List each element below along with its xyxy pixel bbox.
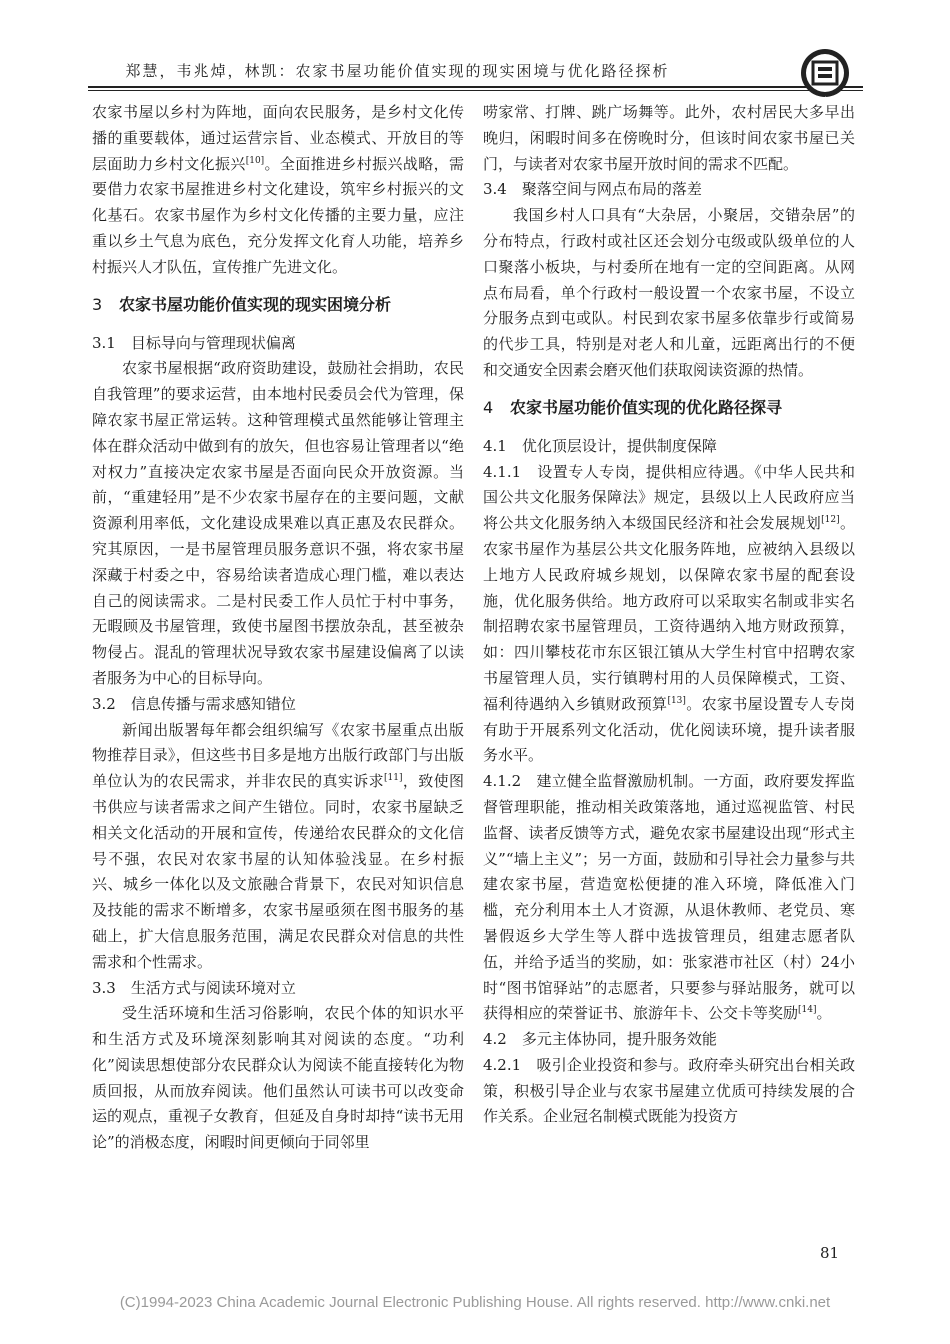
subsection-3-4-title: 3.4 聚落空间与网点布局的落差 [483,180,702,199]
section-3-heading: 3 农家书屋功能价值实现的现实困境分析 [92,294,392,314]
subsection-3-3-continued: 唠家常、打牌、跳广场舞等。此外，农村居民大多早出晚归，闲暇时间多在傍晚时分，但该时间农家书屋已关门，与读者对农家书屋开放时间的需求不匹配。 [483,103,855,173]
svg-text:图: 图 [825,97,826,98]
subsection-3-2-text: 新闻出版署每年都会组织编写《农家书屋重点出版物推荐目录》，但这些书目多是地方出版行政部门与出版单位认为的农民需求，并非农民的真实诉求[11]，致使图书供应与读者需求之间产生错位。同时，农家书屋缺乏相关文化活动的开展和宣传，传递给农民群众的文化信号不强，农民对农家书屋的认知体验浅显。在乡村振兴、城乡一体化以及文旅融合背景下，农民对知识信息及技能的需求不断增多，农家书屋亟须在图书服务的基础上，扩大信息服务范围，满足农民群众对信息的共性需求和个性需求。 [92,720,464,971]
right-column [483,100,855,1130]
subsection-4-1-1-text: 4.1.1 设置专人专岗，提供相应待遇。《中华人民共和国公共文化服务保障法》规定，县级以上人民政府应当将公共文化服务纳入本级国民经济和社会发展规划[12]。农家书屋作为基层公共文化服务阵地，应被纳入县级以上地方人民政府城乡规划，以保障农家书屋的配套设施，优化服务供给。地方政府可以采取实名制或非实名制招聘农家书屋管理员，工资待遇纳入地方财政预算，如：四川攀枝花市东区银江镇从大学生村官中招聘农家书屋管理人员，实行镇聘村用的人员保障模式，工资、福利待遇纳入乡镇财政预算[13]。农家书屋设置专人专岗有助于开展系列文化活动，优化阅读环境，提升读者服务水平。 [483,462,855,765]
page-number: 81 [820,1244,840,1262]
subsection-3-1-title: 3.1 目标导向与管理现状偏离 [92,333,296,352]
left-column [92,100,464,1156]
header-rule-thin [88,90,863,91]
subsection-4-2-1-text: 4.2.1 吸引企业投资和参与。政府牵头研究出台相关政策，积极引导企业与农家书屋建立优质可持续发展的合作关系。企业冠名制模式既能为投资方 [483,1055,855,1126]
section-4-heading: 4 农家书屋功能价值实现的优化路径探寻 [483,397,783,417]
subsection-3-2-title: 3.2 信息传播与需求感知错位 [92,694,296,713]
subsection-4-1-title: 4.1 优化顶层设计，提供制度保障 [483,436,717,455]
subsection-3-3-text: 受生活环境和生活习俗影响，农民个体的知识水平和生活方式及环境深刻影响其对阅读的态度。“功利化”阅读思想使部分农民群众认为阅读不能直接转化为物质回报，从而放弃阅读。他们虽然认可读书可以改变命运的观点，重视子女教育，但延及自身时却持“读书无用论”的消极态度，闲暇时间更倾向于同邻里 [92,1004,464,1152]
running-header: 郑慧，韦兆焯，林凯：农家书屋功能价值实现的现实困境与优化路径探析 [125,62,670,80]
journal-logo-icon [799,47,851,99]
intro-paragraph: 农家书屋以乡村为阵地，面向农民服务，是乡村文化传播的重要载体，通过运营宗旨、业态模式、开放目的等层面助力乡村文化振兴[10]。全面推进乡村振兴战略，需要借力农家书屋推进乡村文化建设，筑牢乡村振兴的文化基石。农家书屋作为乡村文化传播的主要力量，应注重以乡土气息为底色，充分发挥文化育人功能，培养乡村振兴人才队伍，宣传推广先进文化。 [92,103,464,276]
subsection-4-1-2-text: 4.1.2 建立健全监督激励机制。一方面，政府要发挥监督管理职能，推动相关政策落地，通过巡视监管、村民监督、读者反馈等方式，避免农家书屋建设出现“形式主义”“墙上主义”；另一方面，鼓励和引导社会力量参与共建农家书屋，营造宽松便捷的准入环境，降低准入门槛，充分利用本土人才资源，从退休教师、老党员、寒暑假返乡大学生等人群中选拔管理员，组建志愿者队伍，并给予适当的奖励，如：张家港市社区（村）24小时“图书馆驿站”的志愿者，只要参与驿站服务，就可以获得相应的荣誉证书、旅游年卡、公交卡等奖励[14]。 [483,772,855,1023]
subsection-3-4-text: 我国乡村人口具有“大杂居，小聚居，交错杂居”的分布特点，行政村或社区还会划分屯级或队级单位的人口聚落小板块，与村委所在地有一定的空间距离。从网点布局看，单个行政村一般设置一个农家书屋，不设立分服务点到屯或队。村民到农家书屋多依靠步行或简易的代步工具，特别是对老人和儿童，远距离出行的不便和交通安全因素会磨灭他们获取阅读资源的热情。 [483,206,855,379]
subsection-4-2-title: 4.2 多元主体协同，提升服务效能 [483,1030,717,1049]
copyright-footer: (C)1994-2023 China Academic Journal Electronic Publishing House. All rights reserved. http://www.cnki.net [119,1294,831,1311]
subsection-3-3-title: 3.3 生活方式与阅读环境对立 [92,978,296,997]
header-rule [88,86,863,88]
subsection-3-1-text: 农家书屋根据“政府资助建设，鼓励社会捐助，农民自我管理”的要求运营，由本地村民委员会代为管理，保障农家书屋正常运转。这种管理模式虽然能够让管理主体在群众活动中做到有的放矢，但也容易让管理者以“绝对权力”直接决定农家书屋是否面向民众开放资源。当前，“重建轻用”是不少农家书屋存在的主要问题，文献资源利用率低，文化建设成果难以真正惠及农民群众。究其原因，一是书屋管理员服务意识不强，将农家书屋深藏于村委之中，容易给读者造成心理门槛，难以表达自己的阅读需求。二是村民委工作人员忙于村中事务，无暇顾及书屋管理，致使书屋图书摆放杂乱，甚至被杂物侵占。混乱的管理状况导致农家书屋建设偏离了以读者服务为中心的目标导向。 [92,359,464,687]
